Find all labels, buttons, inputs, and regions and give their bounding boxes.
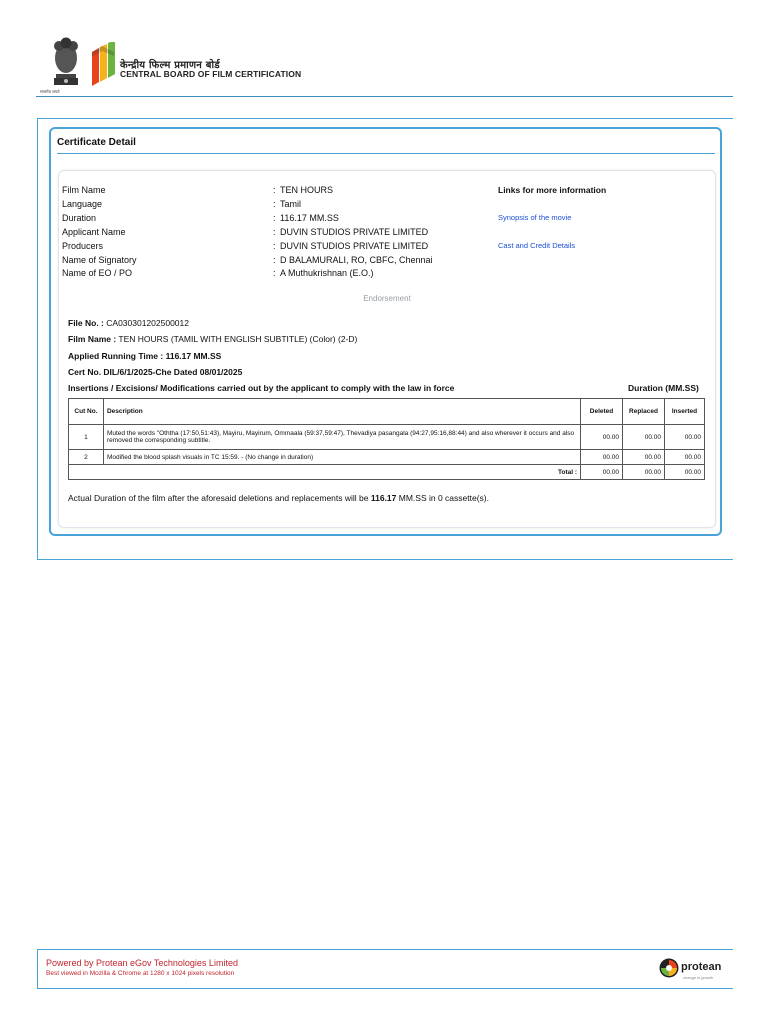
total-replaced: 00.00 — [623, 465, 665, 480]
applied-running-time-text: Applied Running Time : 116.17 MM.SS — [68, 351, 222, 361]
detail-label-applicant: Applicant Name — [62, 227, 126, 237]
protean-brand-name: protean — [681, 961, 722, 973]
detail-value-language: Tamil — [280, 199, 302, 209]
best-viewed-text: Best viewed in Mozilla & Chrome at 1280 x 1024 pixels resolution — [46, 970, 235, 977]
applied-running-time — [68, 351, 221, 361]
card-title-divider — [57, 153, 715, 154]
file-number — [68, 318, 189, 328]
cert-number — [68, 367, 242, 377]
detail-value-eo-po: A Muthukrishnan (E.O.) — [280, 268, 374, 278]
cuts-table — [68, 398, 705, 480]
detail-colon: : — [273, 199, 276, 209]
detail-label-film-name: Film Name — [62, 185, 106, 195]
table-row — [69, 450, 705, 465]
actual-duration-text — [68, 493, 489, 503]
col-inserted: Inserted — [664, 399, 704, 425]
page-header — [0, 0, 768, 97]
cell-description: Modified the blood splash visuals in TC 15:59. - (No change in duration) — [103, 450, 580, 465]
actual-duration-value: 116.17 — [370, 493, 397, 503]
duration-heading: Duration (MM.SS) — [628, 383, 699, 393]
detail-colon: : — [273, 241, 276, 251]
detail-value-producers: DUVIN STUDIOS PRIVATE LIMITED — [280, 241, 429, 251]
cell-description: Muted the words "Oththa (17:50,51:43), Mayiru, Mayirum, Ommaala (59:37,59:47), Thevadiya pasangala (94:27,95:16,88:44) and also wherever it occurs and also removed the corresponding subtitle. — [103, 425, 580, 450]
detail-value-film-name: TEN HOURS — [280, 185, 334, 195]
header-divider — [36, 96, 733, 97]
cert-number-text: Cert No. DIL/6/1/2025-Che Dated 08/01/2025 — [68, 367, 243, 377]
links-heading: Links for more information — [498, 185, 607, 195]
col-description: Description — [103, 399, 580, 425]
detail-label-language: Language — [62, 199, 103, 209]
cell-deleted: 00.00 — [581, 450, 623, 465]
cbfc-title-english: CENTRAL BOARD OF FILM CERTIFICATION — [120, 69, 302, 79]
col-replaced: Replaced — [623, 399, 665, 425]
endorsement-heading-text: Endorsement — [363, 294, 411, 303]
detail-value-applicant: DUVIN STUDIOS PRIVATE LIMITED — [280, 227, 429, 237]
cell-cut-no: 1 — [69, 425, 104, 450]
col-cut-no: Cut No. — [69, 399, 104, 425]
card-title: Certificate Detail — [57, 137, 136, 148]
endorsed-film-name — [68, 334, 357, 344]
detail-value-signatory: D BALAMURALI, RO, CBFC, Chennai — [280, 255, 433, 265]
file-number-label: File No. : — [68, 318, 104, 328]
total-label: Total : — [69, 465, 581, 480]
cell-replaced: 00.00 — [623, 450, 665, 465]
total-inserted: 00.00 — [664, 465, 704, 480]
detail-value-duration: 116.17 MM.SS — [280, 213, 339, 223]
detail-colon: : — [273, 268, 276, 278]
detail-label-signatory: Name of Signatory — [62, 255, 137, 265]
detail-colon: : — [273, 213, 276, 223]
cbfc-logo-icon — [88, 42, 118, 88]
page-footer — [37, 949, 733, 989]
cell-inserted: 00.00 — [664, 450, 704, 465]
actual-duration-prefix: Actual Duration of the film after the aforesaid deletions and replacements will be — [68, 493, 371, 503]
insertions-heading: Insertions / Excisions/ Modifications carried out by the applicant to comply with the law in force — [68, 383, 455, 393]
endorsement-heading — [0, 294, 768, 303]
cast-credits-link[interactable]: Cast and Credit Details — [498, 241, 576, 250]
cbfc-title-hindi: केन्द्रीय फिल्म प्रमाणन बोर्ड — [120, 60, 220, 71]
total-deleted: 00.00 — [581, 465, 623, 480]
national-emblem-icon — [44, 34, 88, 94]
detail-label-duration: Duration — [62, 213, 97, 223]
table-total-row — [69, 465, 705, 480]
powered-by-text: Powered by Protean eGov Technologies Limited — [46, 958, 238, 968]
detail-label-producers: Producers — [62, 241, 104, 251]
emblem-caption: सत्यमेव जयते — [40, 89, 60, 94]
detail-colon: : — [273, 185, 276, 195]
table-header-row — [69, 399, 705, 425]
col-deleted: Deleted — [581, 399, 623, 425]
protean-tagline: change is growth — [683, 975, 714, 980]
actual-duration-suffix: MM.SS in 0 cassette(s). — [396, 493, 489, 503]
detail-label-eo-po: Name of EO / PO — [62, 268, 133, 278]
endorsed-film-name-label: Film Name : — [68, 334, 117, 344]
cell-replaced: 00.00 — [623, 425, 665, 450]
endorsed-film-name-value: TEN HOURS (TAMIL WITH ENGLISH SUBTITLE) (Color) (2-D) — [118, 334, 358, 344]
cell-cut-no: 2 — [69, 450, 104, 465]
protean-logo-icon — [659, 958, 679, 978]
detail-colon: : — [273, 227, 276, 237]
file-number-value: CA030301202500012 — [106, 318, 189, 328]
cell-inserted: 00.00 — [664, 425, 704, 450]
table-row — [69, 425, 705, 450]
cell-deleted: 00.00 — [581, 425, 623, 450]
synopsis-link[interactable]: Synopsis of the movie — [498, 213, 572, 222]
detail-colon: : — [273, 255, 276, 265]
